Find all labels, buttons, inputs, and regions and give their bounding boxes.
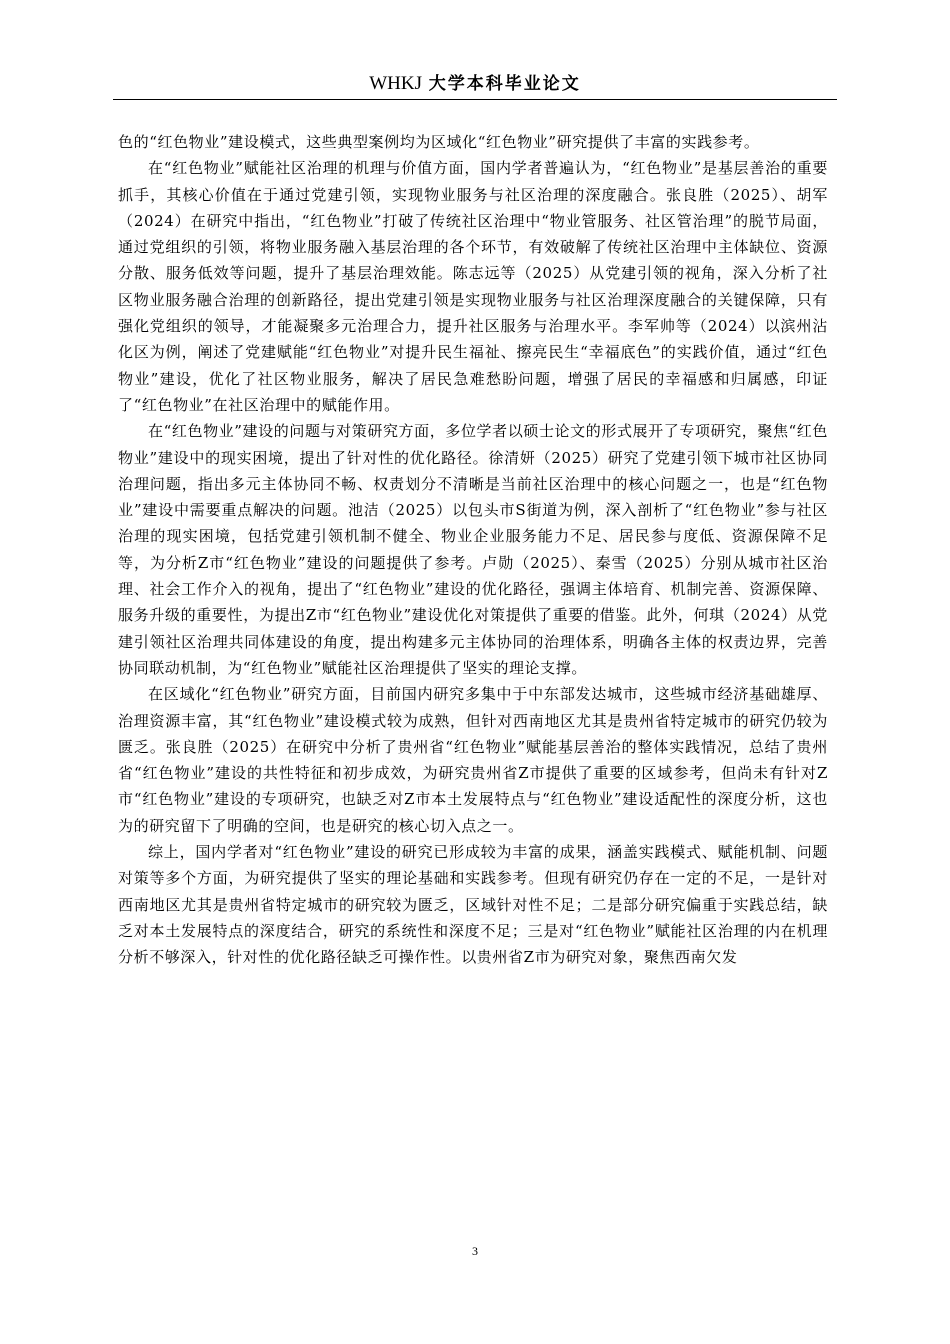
body-text: [118, 129, 828, 971]
paragraph: 色的“红色物业”建设模式，这些典型案例均为区域化“红色物业”研究提供了丰富的实践参考。: [118, 133, 760, 151]
paragraph: 在“红色物业”建设的问题与对策研究方面，多位学者以硕士论文的形式展开了专项研究，聚焦“红色物业”建设中的现实困境，提出了针对性的优化路径。徐清妍（2025）研究了党建引领下城市社区协同治理问题，指出多元主体协同不畅、权责划分不清晰是当前社区治理中的核心问题之一，也是“红色物业”建设中需要重点解决的问题。池洁（2025）以包头市S街道为例，深入剖析了“红色物业”参与社区治理的现实困境，包括党建引领机制不健全、物业企业服务能力不足、居民参与度低、资源保障不足等，为分析Z市“红色物业”建设的问题提供了参考。卢勋（2025）、秦雪（2025）分别从城市社区治理、社会工作介入的视角，提出了“红色物业”建设的优化路径，强调主体培育、机制完善、资源保障、服务升级的重要性，为提出Z市“红色物业”建设优化对策提供了重要的借鉴。此外，何琪（2024）从党建引领社区治理共同体建设的角度，提出构建多元主体协同的治理体系，明确各主体的权责边界，完善协同联动机制，为“红色物业”赋能社区治理提供了坚实的理论支撑。: [118, 422, 829, 677]
header-code: WHKJ: [369, 73, 423, 94]
header-rule: [113, 99, 837, 100]
paragraph: 综上，国内学者对“红色物业”建设的研究已形成较为丰富的成果，涵盖实践模式、赋能机制、问题对策等多个方面，为研究提供了坚实的理论基础和实践参考。但现有研究仍存在一定的不足，一是针对西南地区尤其是贵州省特定城市的研究较为匮乏，区域针对性不足；二是部分研究偏重于实践总结，缺乏对本土发展特点的深度结合，研究的系统性和深度不足；三是对“红色物业”赋能社区治理的内在机理分析不够深入，针对性的优化路径缺乏可操作性。以贵州省Z市为研究对象，聚焦西南欠发: [118, 843, 828, 967]
page-number: 3: [472, 1244, 478, 1258]
page-header: [113, 70, 837, 98]
paragraph: 在“红色物业”赋能社区治理的机理与价值方面，国内学者普遍认为，“红色物业”是基层善治的重要抓手，其核心价值在于通过党建引领，实现物业服务与社区治理的深度融合。张良胜（2025）、胡军（2024）在研究中指出，“红色物业”打破了传统社区治理中“物业管服务、社区管治理”的脱节局面，通过党组织的引领，将物业服务融入基层治理的各个环节，有效破解了传统社区治理中主体缺位、资源分散、服务低效等问题，提升了基层治理效能。陈志远等（2025）从党建引领的视角，深入分析了社区物业服务融合治理的创新路径，提出党建引领是实现物业服务与社区治理深度融合的关键保障，只有强化党组织的领导，才能凝聚多元治理合力，提升社区服务与治理水平。李军帅等（2024）以滨州沾化区为例，阐述了党建赋能“红色物业”对提升民生福祉、擦亮民生“幸福底色”的实践价值，通过“红色物业”建设，优化了社区物业服务，解决了居民急难愁盼问题，增强了居民的幸福感和归属感，印证了“红色物业”在社区治理中的赋能作用。: [118, 159, 828, 414]
header-title: 大学本科毕业论文: [428, 74, 581, 94]
paragraph: 在区域化“红色物业”研究方面，目前国内研究多集中于中东部发达城市，这些城市经济基础雄厚、治理资源丰富，其“红色物业”建设模式较为成熟，但针对西南地区尤其是贵州省特定城市的研究仍较为匮乏。张良胜（2025）在研究中分析了贵州省“红色物业”赋能基层善治的整体实践情况，总结了贵州省“红色物业”建设的共性特征和初步成效，为研究贵州省Z市提供了重要的区域参考，但尚未有针对Z市“红色物业”建设的专项研究，也缺乏对Z市本土发展特点与“红色物业”建设适配性的深度分析，这也为的研究留下了明确的空间，也是研究的核心切入点之一。: [118, 685, 828, 835]
